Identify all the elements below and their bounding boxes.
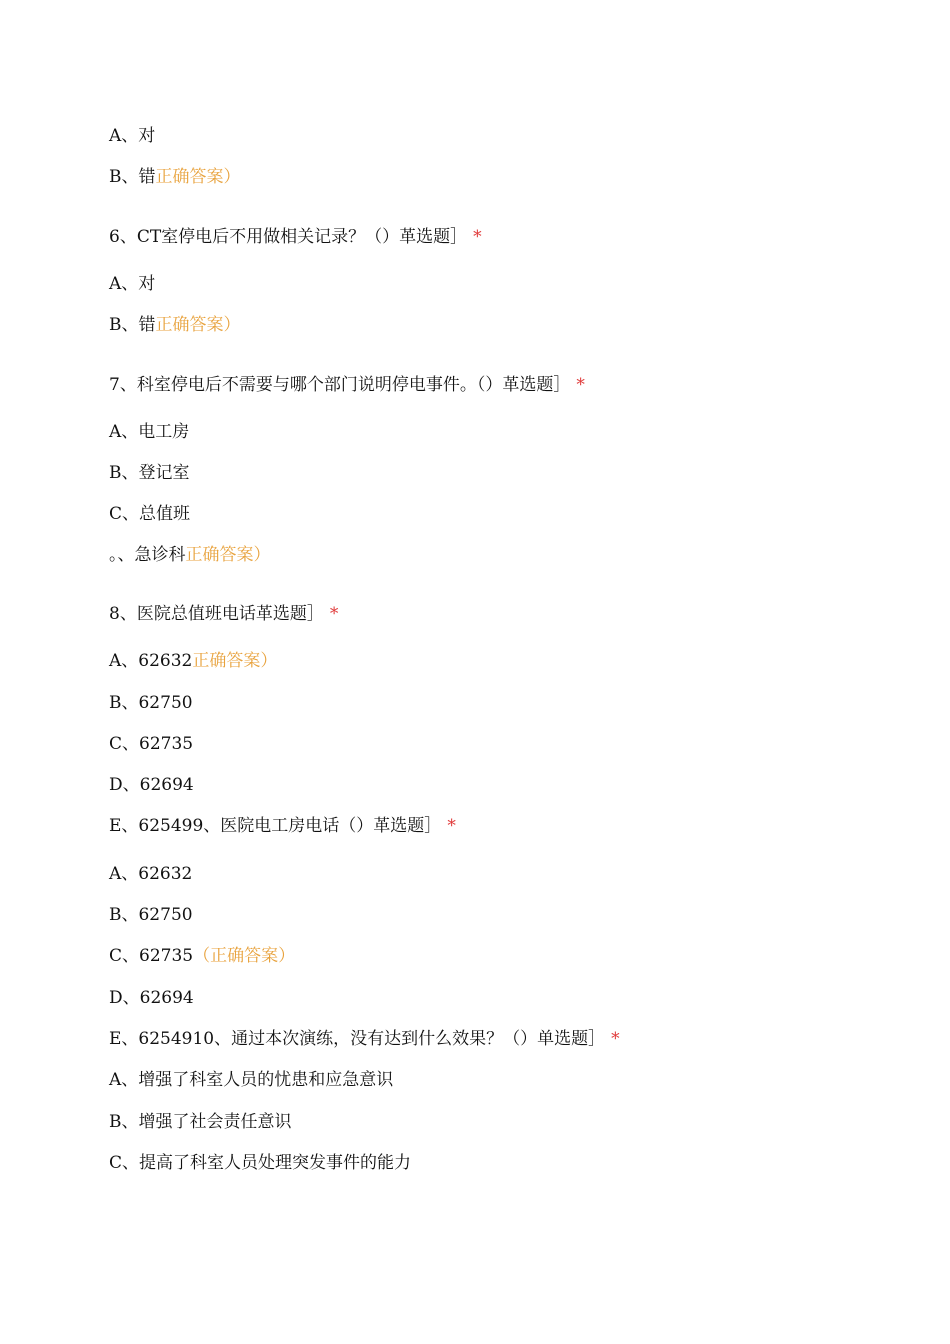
- option-line: [109, 650, 283, 672]
- correct-answer-mark: 正确答案）: [185, 545, 271, 565]
- option-line: [109, 863, 198, 885]
- line-text: C、总值班: [109, 504, 191, 524]
- line-text: D、62694: [109, 775, 194, 795]
- correct-answer-mark: 正确答案）: [155, 315, 241, 335]
- option-line: [109, 1152, 417, 1174]
- option-line: [109, 945, 301, 967]
- option-line: [109, 774, 200, 796]
- option-line: [109, 273, 161, 295]
- line-text: B、错: [109, 315, 156, 335]
- question-line: [109, 603, 338, 625]
- option-line: [109, 1111, 298, 1133]
- line-text: C、62735: [109, 946, 194, 966]
- question-line: [109, 374, 585, 396]
- line-text: B、错: [109, 167, 156, 187]
- option-line: [109, 314, 247, 336]
- line-text: E、625499、医院电工房电话（）革选题］: [109, 816, 442, 836]
- line-text: B、增强了社会责任意识: [109, 1112, 292, 1132]
- line-text: B、62750: [109, 905, 193, 925]
- line-text: B、登记室: [109, 463, 190, 483]
- question-line: [109, 226, 482, 248]
- line-text: A、对: [109, 274, 156, 294]
- option-line: [109, 503, 196, 525]
- line-text: 8、医院总值班电话革选题］: [109, 604, 324, 624]
- correct-answer-mark: 正确答案）: [192, 651, 278, 671]
- option-line: [109, 166, 247, 188]
- line-text: A、对: [109, 126, 156, 146]
- required-star: *: [576, 375, 585, 395]
- option-line: [109, 1069, 399, 1091]
- line-text: 。、急诊科: [109, 545, 186, 565]
- option-line: [109, 544, 277, 566]
- line-text: D、62694: [109, 988, 194, 1008]
- line-text: A、增强了科室人员的忧患和应急意识: [109, 1070, 394, 1090]
- option-line: [109, 733, 199, 755]
- required-star: *: [447, 816, 456, 836]
- option-line: [109, 987, 200, 1009]
- option-line: [109, 904, 199, 926]
- line-text: B、62750: [109, 693, 193, 713]
- required-star: *: [473, 227, 482, 247]
- option-line: [109, 421, 195, 443]
- option-line: [109, 692, 199, 714]
- line-text: 6、CT室停电后不用做相关记录？（）革选题］: [109, 227, 468, 247]
- line-text: E、6254910、通过本次演练，没有达到什么效果？（）单选题］: [109, 1029, 606, 1049]
- line-text: C、提高了科室人员处理突发事件的能力: [109, 1153, 412, 1173]
- line-text: A、62632: [109, 651, 193, 671]
- line-text: C、62735: [109, 734, 194, 754]
- option-line: [109, 462, 196, 484]
- question-line: [109, 815, 456, 837]
- required-star: *: [329, 604, 339, 624]
- option-line: [109, 125, 161, 147]
- line-text: A、62632: [109, 864, 193, 884]
- question-line: [109, 1028, 620, 1050]
- required-star: *: [611, 1029, 620, 1049]
- correct-answer-mark: （正确答案）: [193, 946, 296, 966]
- correct-answer-mark: 正确答案）: [155, 167, 241, 187]
- line-text: A、电工房: [109, 422, 190, 442]
- line-text: 7、科室停电后不需要与哪个部门说明停电事件。（）革选题］: [109, 375, 571, 395]
